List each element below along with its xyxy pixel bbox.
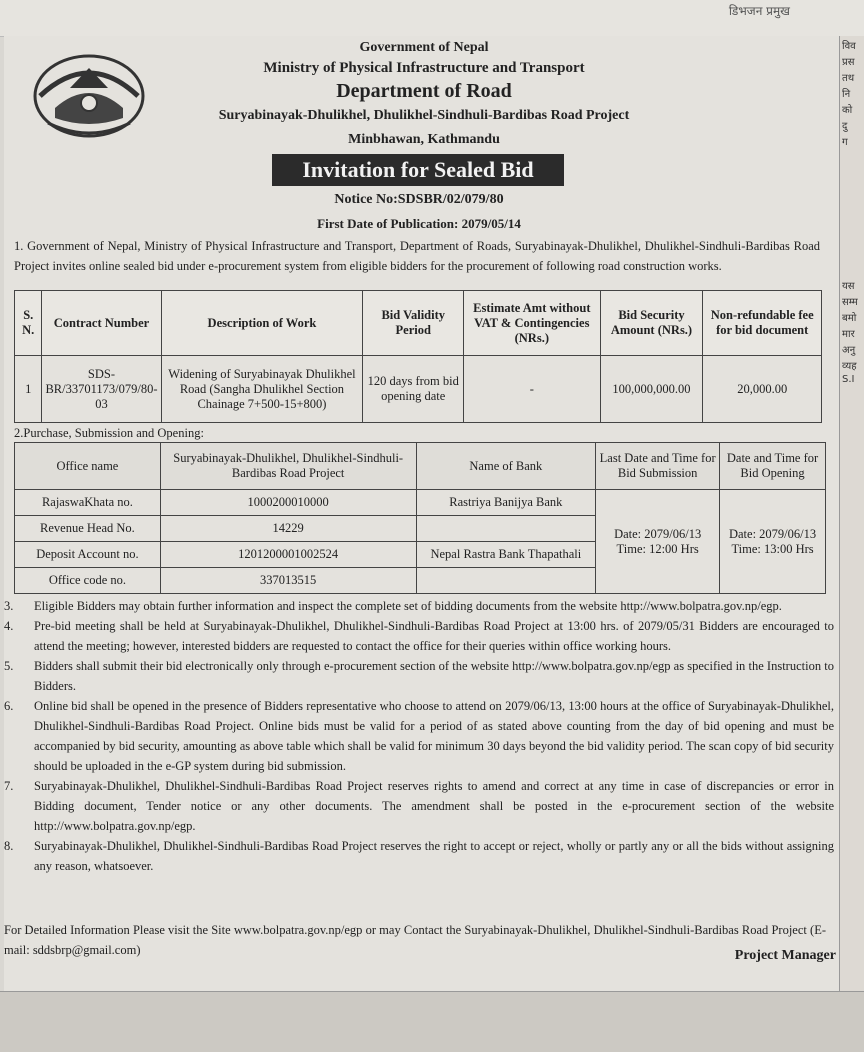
clause-3	[4, 596, 834, 616]
works-table	[14, 290, 822, 423]
cell-bank: Rastriya Banijya Bank	[416, 490, 596, 516]
footer-contact: For Detailed Information Please visit the Site www.bolpatra.gov.np/egp or may Contact the Suryabinayak-Dhulikhel, Dhulikhel-Sindhuli-Bardibas Road Project (E-mail: sddsbrp@gmail.com)	[4, 923, 826, 957]
col-opening-time: Date and Time for Bid Opening	[720, 443, 826, 490]
bottom-page-edge	[0, 991, 864, 1052]
strip-text: प्रस	[842, 57, 855, 68]
adjacent-column-strip	[839, 36, 864, 991]
clause-text: Suryabinayak-Dhulikhel, Dhulikhel-Sindhuli-Bardibas Road Project reserves rights to amend and correct at any time in case of discrepancies or error in Bidding document, Tender notice or any other documents. The amendment shall be posted in the e-procurement section of the website http://www.bolpatra.gov.np/egp.	[34, 779, 834, 833]
col-office-name: Office name	[15, 443, 161, 490]
cell-description: Widening of Suryabinayak Dhulikhel Road (Sangha Dhulikhel Section Chainage 7+500-15+800)	[161, 356, 363, 423]
purchase-table-header	[15, 443, 826, 490]
cell-label: Deposit Account no.	[15, 542, 161, 568]
works-table-header	[15, 291, 822, 356]
clause-number: 6.	[4, 699, 14, 713]
top-strip	[0, 0, 864, 37]
col-sn: S. N.	[15, 291, 42, 356]
col-submission-deadline: Last Date and Time for Bid Submission	[596, 443, 720, 490]
strip-text: दु	[842, 121, 848, 132]
clause-text: Pre-bid meeting shall be held at Suryabinayak-Dhulikhel, Dhulikhel-Sindhuli-Bardibas Road Project at 13:00 hrs. of 2079/05/31 Bidders are encouraged to attend the meeting; however, interested bidders are requested to contact the office for their queries within office working hours.	[34, 619, 834, 653]
intro-paragraph: 1. Government of Nepal, Ministry of Physical Infrastructure and Transport, Department of Roads, Suryabinayak-Dhulikhel, Dhulikhel-Sindhuli-Bardibas Road Project invites online sealed bid under e-procurement system from eligible bidders for the procurement of following road construction works.	[14, 239, 820, 273]
clause-7	[4, 776, 834, 836]
clauses-list	[4, 596, 834, 876]
signature: Project Manager	[734, 948, 836, 963]
strip-text: मार	[842, 329, 855, 340]
purchase-table	[14, 442, 826, 594]
strip-text: तथ	[842, 73, 855, 84]
newspaper-header-text: डिभजन प्रमुख	[728, 4, 790, 18]
cell-bid-security: 100,000,000.00	[600, 356, 703, 423]
strip-text: को	[842, 105, 853, 116]
strip-text: ग	[842, 137, 848, 148]
strip-text: विव	[842, 41, 856, 52]
clause-text: Online bid shall be opened in the presence of Bidders representative who choose to attend on 2079/06/13, 13:00 hours at the office of Suryabinayak-Dhulikhel, Dhulikhel-Sindhuli-Bardibas Road Project. Online bids must be valid for a period of as stated above counting from the day of bid opening and must be accompanied by bid security, amounting as above table which shall be valid for minimum 30 days beyond the bid validity period. The scan copy of bid security should be uploaded in the e-GP system during bid submission.	[34, 699, 834, 773]
strip-text: अनु	[842, 345, 856, 356]
header-project: Suryabinayak-Dhulikhel, Dhulikhel-Sindhuli-Bardibas Road Project	[218, 108, 630, 123]
clause-number: 7.	[4, 779, 14, 793]
clause-8	[4, 836, 834, 876]
cell-submission-datetime: Date: 2079/06/13 Time: 12:00 Hrs	[596, 490, 720, 594]
clause-text: Bidders shall submit their bid electronically only through e-procurement section of the website http://www.bolpatra.gov.np/egp as specified in the Instruction to Bidders.	[34, 659, 834, 693]
col-contract-number: Contract Number	[42, 291, 161, 356]
strip-text: सम्म	[842, 297, 858, 308]
cell-bank	[416, 516, 596, 542]
cell-value: 1000200010000	[160, 490, 416, 516]
clause-number: 4.	[4, 619, 14, 633]
header-government: Government of Nepal	[359, 40, 489, 55]
clause-6	[4, 696, 834, 776]
publication-date: First Date of Publication: 2079/05/14	[317, 216, 521, 231]
col-description: Description of Work	[161, 291, 363, 356]
col-bank-name: Name of Bank	[416, 443, 596, 490]
notice-title: Invitation for Sealed Bid	[272, 154, 564, 186]
strip-text: S.I	[842, 374, 855, 385]
header-department: Department of Road	[336, 80, 512, 102]
cell-bid-validity: 120 days from bid opening date	[363, 356, 464, 423]
cell-contract-number: SDS-BR/33701173/079/80-03	[42, 356, 161, 423]
clause-number: 5.	[4, 659, 14, 673]
col-bid-security: Bid Security Amount (NRs.)	[600, 291, 703, 356]
col-bid-validity: Bid Validity Period	[363, 291, 464, 356]
cell-bank	[416, 568, 596, 594]
cell-label: Office code no.	[15, 568, 161, 594]
table-row	[15, 490, 826, 516]
clause-5	[4, 656, 834, 696]
clause-text: Suryabinayak-Dhulikhel, Dhulikhel-Sindhuli-Bardibas Road Project reserves the right to accept or reject, wholly or partly any or all the bids without assigning any reason, whatsoever.	[34, 839, 834, 873]
clause-number: 8.	[4, 839, 14, 853]
cell-value: 1201200001002524	[160, 542, 416, 568]
strip-text: बमो	[842, 313, 857, 324]
nepal-emblem-icon	[30, 48, 148, 140]
cell-estimate-amount: -	[464, 356, 600, 423]
cell-opening-datetime: Date: 2079/06/13 Time: 13:00 Hrs	[720, 490, 826, 594]
section-2-title: 2.Purchase, Submission and Opening:	[14, 426, 204, 440]
clause-4	[4, 616, 834, 656]
notice-page	[4, 36, 842, 991]
notice-number: Notice No:SDSBR/02/079/80	[334, 192, 504, 207]
strip-text: व्यह	[842, 361, 857, 372]
cell-value: 337013515	[160, 568, 416, 594]
col-estimate-amount: Estimate Amt without VAT & Contingencies (NRs.)	[464, 291, 600, 356]
clause-text: Eligible Bidders may obtain further information and inspect the complete set of bidding documents from the website http://www.bolpatra.gov.np/egp.	[34, 599, 782, 613]
cell-bank: Nepal Rastra Bank Thapathali	[416, 542, 596, 568]
cell-label: RajaswaKhata no.	[15, 490, 161, 516]
header-ministry: Ministry of Physical Infrastructure and Transport	[263, 60, 585, 76]
header-location: Minbhawan, Kathmandu	[348, 132, 500, 147]
cell-sn: 1	[15, 356, 42, 423]
strip-text: यस	[842, 281, 855, 292]
col-office-project: Suryabinayak-Dhulikhel, Dhulikhel-Sindhuli-Bardibas Road Project	[160, 443, 416, 490]
col-document-fee: Non-refundable fee for bid document	[703, 291, 822, 356]
cell-document-fee: 20,000.00	[703, 356, 822, 423]
clause-number: 3.	[4, 599, 14, 613]
table-row	[15, 356, 822, 423]
strip-text: नि	[842, 89, 851, 100]
cell-value: 14229	[160, 516, 416, 542]
cell-label: Revenue Head No.	[15, 516, 161, 542]
